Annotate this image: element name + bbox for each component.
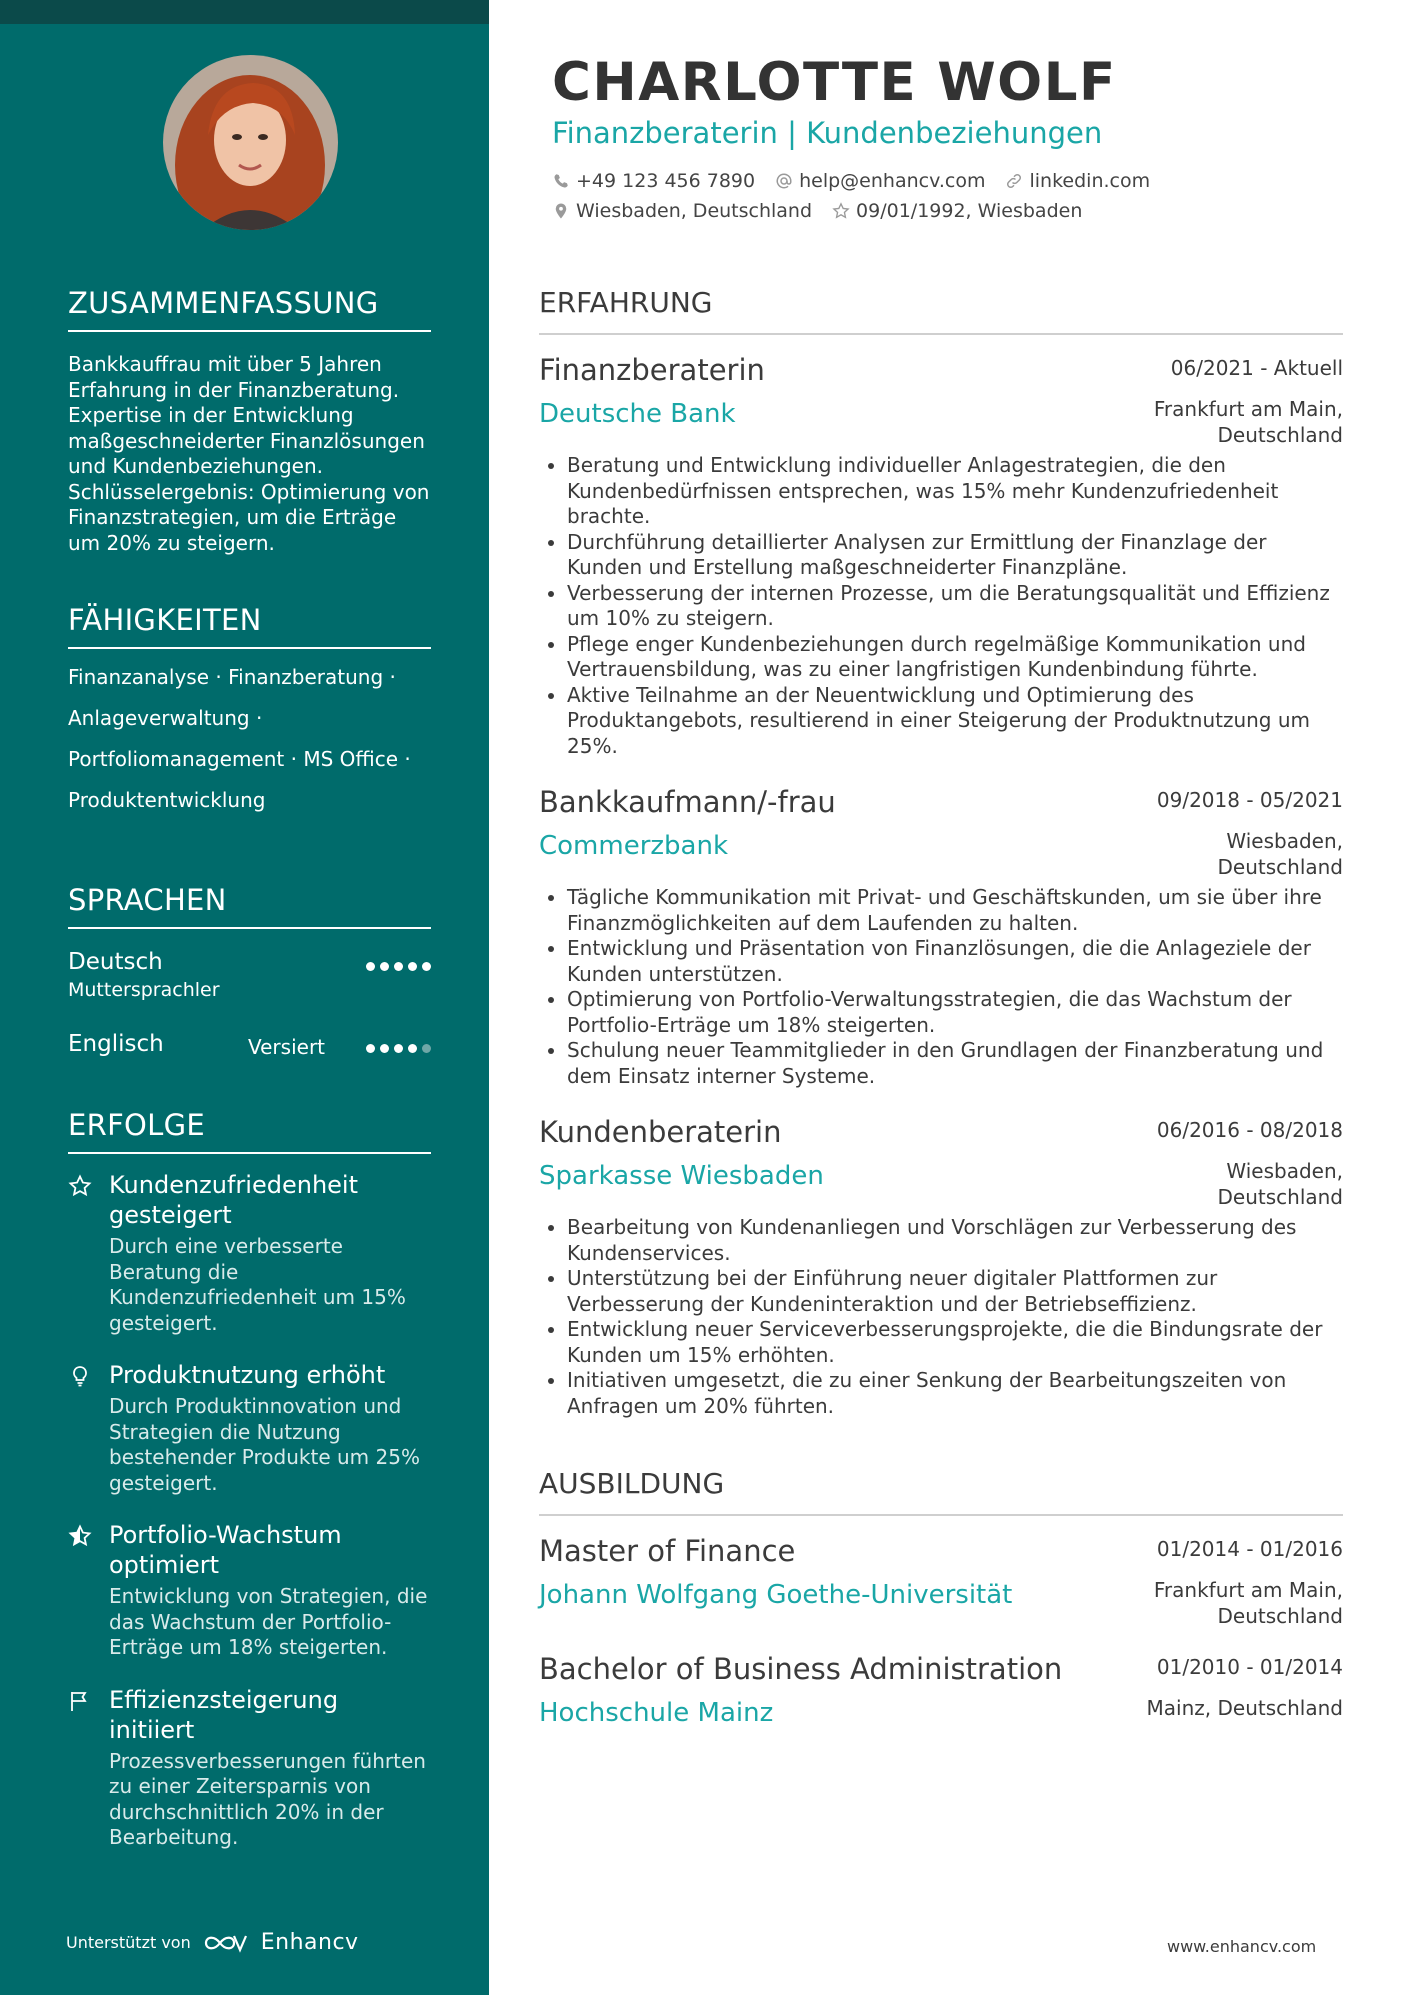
school-name: Hochschule Mainz [539, 1698, 774, 1728]
powered-by-label: Unterstützt von [66, 1933, 191, 1952]
job-date: 06/2016 - 08/2018 [1156, 1118, 1343, 1142]
bullet-item: • Tägliche Kommunikation mit Privat- und Geschäftskunden, um sie über ihre Finanzmöglichkeiten auf dem Laufenden zu halten. [567, 885, 1343, 936]
achievement-description: Entwicklung von Strategien, die das Wachstum der Portfolio-Erträge um 18% steigerten. [109, 1584, 428, 1659]
job-bullets [539, 453, 1343, 759]
job-location [1218, 1159, 1344, 1210]
achievement-description: Durch Produktinnovation und Strategien die Nutzung bestehender Produkte um 25% gesteigert. [109, 1394, 420, 1495]
bullet-item: • Optimierung von Portfolio-Verwaltungsstrategien, die das Wachstum der Portfolio-Erträge um 18% steigerten. [567, 987, 1343, 1038]
skill-line: Finanzanalyse · Finanzberatung · [68, 665, 396, 689]
education-entry [539, 1652, 1343, 1728]
location-line: Wiesbaden, [1226, 829, 1343, 853]
contact-row [552, 200, 1082, 222]
bullet-item: • Pflege enger Kundenbeziehungen durch regelmäßige Kommunikation und Vertrauensbildung, was zu einer langfristigen Kundenbindung führte. [567, 632, 1343, 683]
company-name: Sparkasse Wiesbaden [539, 1161, 824, 1191]
education-heading: AUSBILDUNG [539, 1467, 1343, 1516]
powered-by [66, 1930, 359, 1955]
skill-line: Anlageverwaltung · [68, 706, 263, 730]
profile-photo [163, 55, 338, 230]
location-line: Mainz, Deutschland [1146, 1696, 1343, 1720]
sidebar [0, 0, 489, 1995]
rating-dot [394, 962, 403, 971]
bullet-item: • Initiativen umgesetzt, die zu einer Senkung der Bearbeitungszeiten von Anfragen um 20% führten. [567, 1368, 1343, 1419]
skill-line: Portfoliomanagement · MS Office · [68, 747, 411, 771]
experience-heading: ERFAHRUNG [539, 286, 1343, 335]
company-name: Commerzbank [539, 831, 729, 861]
summary-heading: ZUSAMMENFASSUNG [68, 286, 431, 332]
location-pin-icon [552, 202, 570, 220]
location-line: Deutschland [1217, 422, 1343, 447]
candidate-title: Finanzberaterin | Kundenbeziehungen [552, 116, 1103, 150]
contact-phone [552, 170, 755, 192]
contact-location [552, 200, 812, 222]
achievements-heading: ERFOLGE [68, 1108, 431, 1154]
location-line: Frankfurt am Main, [1153, 1578, 1343, 1602]
rating-dot [380, 962, 389, 971]
summary-text: Bankkauffrau mit über 5 Jahren Erfahrung in der Finanzberatung. Expertise in der Entwicklung maßgeschneiderter Finanzlösungen und Kundenbeziehungen. Schlüsselergebnis: Optimierung von Finanzstrategien, um die Erträge um 20% zu steigern. [68, 352, 430, 555]
skills-heading: FÄHIGKEITEN [68, 603, 431, 649]
linkedin-link[interactable]: linkedin.com [1029, 170, 1151, 192]
rating-dot [422, 962, 431, 971]
rating-dot [366, 1044, 375, 1053]
bullet-item: • Entwicklung neuer Serviceverbesserungsprojekte, die die Bindungsrate der Kunden um 15% erhöhten. [567, 1317, 1343, 1368]
job-date: 06/2021 - Aktuell [1170, 356, 1343, 380]
phone-text: +49 123 456 7890 [576, 170, 756, 192]
location-line: Deutschland [1217, 1184, 1343, 1209]
degree-title: Bachelor of Business Administration [539, 1652, 1063, 1686]
achievement-description: Prozessverbesserungen führten zu einer Zeitersparnis von durchschnittlich 20% in der Bearbeitung. [109, 1748, 426, 1849]
job-title: Kundenberaterin [539, 1115, 782, 1149]
footer-url[interactable]: www.enhancv.com [1167, 1937, 1317, 1956]
location-line: Wiesbaden, [1226, 1159, 1343, 1183]
education-date: 01/2010 - 01/2014 [1156, 1655, 1343, 1679]
achievement-title: Produktnutzung erhöht [109, 1361, 386, 1389]
summary-section [68, 286, 431, 556]
enhancv-logo-icon [203, 1932, 249, 1954]
language-item [68, 1031, 431, 1093]
birth-text: 09/01/1992, Wiesbaden [856, 200, 1083, 222]
contact-row [552, 170, 1150, 192]
job-date: 09/2018 - 05/2021 [1156, 788, 1343, 812]
job-bullets [539, 1215, 1343, 1419]
education-section [539, 1467, 1343, 1728]
language-name: Deutsch [68, 949, 163, 975]
achievement-title: Portfolio-Wachstum optimiert [109, 1521, 342, 1579]
education-location [1154, 1578, 1343, 1629]
at-icon [775, 172, 793, 190]
phone-icon [552, 172, 570, 190]
job-location [1218, 829, 1344, 880]
email-link[interactable]: help@enhancv.com [799, 170, 986, 192]
language-rating [366, 1044, 431, 1053]
rating-dot [422, 1044, 431, 1053]
achievement-description: Durch eine verbesserte Beratung die Kundenzufriedenheit um 15% gesteigert. [109, 1234, 406, 1335]
achievement-title: Effizienzsteigerung initiiert [109, 1685, 339, 1744]
language-item [68, 949, 431, 1031]
experience-entry [539, 1115, 1343, 1419]
achievements-section [68, 1108, 431, 1851]
language-proficiency: Muttersprachler [68, 979, 220, 1001]
contact-birth [832, 200, 1082, 222]
achievement-item [68, 1685, 431, 1851]
degree-title: Master of Finance [539, 1534, 796, 1568]
bullet-item: • Aktive Teilnahme an der Neuentwicklung und Optimierung des Produktangebots, resultierend in einer Steigerung der Produktnutzung um 25%. [567, 683, 1343, 760]
job-location [1154, 397, 1343, 448]
sidebar-top-bar [0, 0, 489, 24]
location-line: Deutschland [1217, 1603, 1343, 1628]
job-title: Finanzberaterin [539, 353, 765, 387]
rating-dot [380, 1044, 389, 1053]
skills-section [68, 603, 431, 813]
candidate-name: CHARLOTTE WOLF [552, 52, 1117, 113]
experience-entry [539, 785, 1343, 1089]
achievement-title: Kundenzufriedenheit gesteigert [109, 1171, 358, 1229]
bullet-item: • Unterstützung bei der Einführung neuer digitaler Plattformen zur Verbesserung der Kundeninteraktion und der Betriebseffizienz. [567, 1266, 1343, 1317]
education-location [1147, 1696, 1343, 1722]
education-date: 01/2014 - 01/2016 [1156, 1537, 1343, 1561]
language-level: Versiert [248, 1035, 326, 1059]
job-bullets [539, 885, 1343, 1089]
school-name: Johann Wolfgang Goethe-Universität [539, 1580, 1013, 1610]
bullet-item: • Verbesserung der internen Prozesse, um die Beratungsqualität und Effizienz um 10% zu steigern. [567, 581, 1343, 632]
language-name: Englisch [68, 1031, 164, 1057]
rating-dot [408, 1044, 417, 1053]
enhancv-brand: Enhancv [260, 1930, 359, 1955]
half-star-icon [68, 1524, 92, 1548]
experience-section [539, 286, 1343, 1419]
contact-linkedin[interactable] [1005, 170, 1150, 192]
job-title: Bankkaufmann/-frau [539, 785, 836, 819]
flag-icon [68, 1689, 92, 1713]
achievement-item [68, 1360, 431, 1496]
rating-dot [366, 962, 375, 971]
star-icon [832, 202, 850, 220]
languages-heading: SPRACHEN [68, 883, 431, 929]
contact-email[interactable] [775, 170, 985, 192]
bullet-item: • Beratung und Entwicklung individueller Anlagestrategien, die den Kundenbedürfnissen entsprechen, was 15% mehr Kundenzufriedenheit brachte. [567, 453, 1343, 530]
company-name: Deutsche Bank [539, 399, 736, 429]
experience-entry [539, 353, 1343, 759]
location-line: Frankfurt am Main, [1153, 397, 1343, 421]
achievement-item [68, 1170, 431, 1336]
rating-dot [408, 962, 417, 971]
bullet-item: • Entwicklung und Präsentation von Finanzlösungen, die die Anlageziele der Kunden unterstützen. [567, 936, 1343, 987]
skill-line: Produktentwicklung [68, 788, 266, 812]
bullet-item: • Durchführung detaillierter Analysen zur Ermittlung der Finanzlage der Kunden und Erstellung maßgeschneiderter Finanzpläne. [567, 530, 1343, 581]
rating-dot [394, 1044, 403, 1053]
location-line: Deutschland [1217, 854, 1343, 879]
bullet-item: • Schulung neuer Teammitglieder in den Grundlagen der Finanzberatung und dem Einsatz interner Systeme. [567, 1038, 1343, 1089]
language-rating [366, 962, 431, 971]
link-icon [1005, 172, 1023, 190]
education-entry [539, 1534, 1343, 1628]
lightbulb-icon [68, 1364, 92, 1388]
achievement-item [68, 1520, 431, 1661]
languages-section [68, 883, 431, 1093]
location-text: Wiesbaden, Deutschland [576, 200, 813, 222]
star-icon [68, 1174, 92, 1198]
bullet-item: • Bearbeitung von Kundenanliegen und Vorschlägen zur Verbesserung des Kundenservices. [567, 1215, 1343, 1266]
